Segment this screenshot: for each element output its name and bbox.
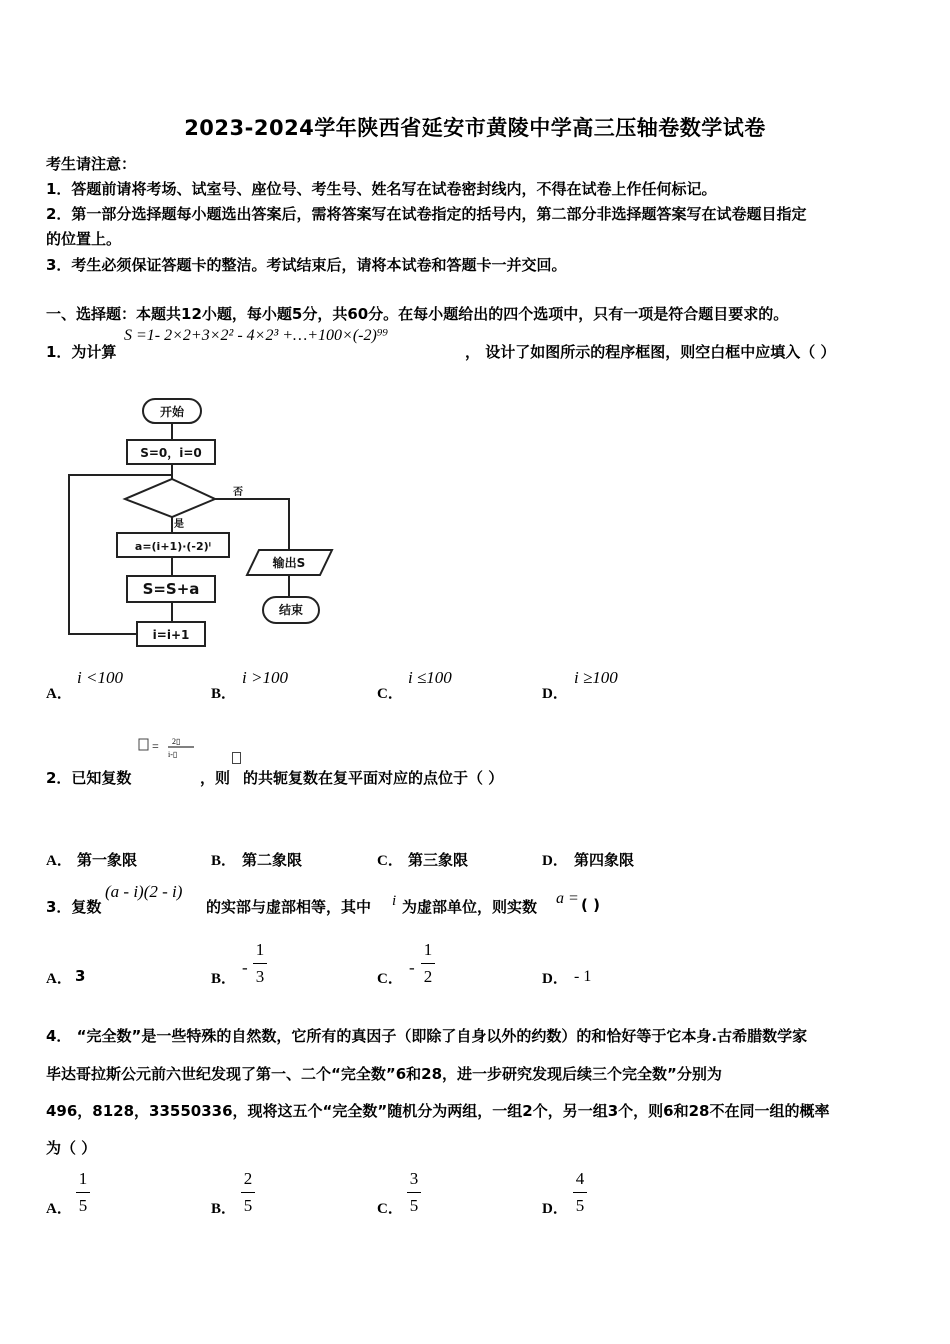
q1-option-value: i ≤100 — [408, 668, 452, 687]
q3-suffix: ( ) — [581, 896, 600, 914]
q3-option-label: C． — [377, 971, 403, 987]
flow-assign-s: S=S+a — [142, 580, 200, 598]
q2-option-value: 第一象限 — [77, 851, 138, 869]
q3-option-fraction — [421, 940, 435, 987]
numerator: 1 — [423, 940, 433, 959]
q3-option-value: - 1 — [574, 968, 592, 985]
q4-option-label: D． — [542, 1201, 568, 1217]
q3-formula: (a - i)(2 - i) — [105, 882, 183, 901]
q2-option-label: B． — [211, 853, 237, 869]
q2-formula-image — [138, 734, 198, 764]
denominator: 2 — [423, 967, 433, 986]
q4-option-fraction — [407, 1169, 421, 1216]
flow-output: 输出S — [272, 556, 306, 570]
svg-text:2▯: 2▯ — [172, 737, 181, 746]
q3-option-label: D． — [542, 971, 568, 987]
flow-end: 结束 — [278, 603, 304, 617]
q1-option-label: B． — [211, 686, 237, 702]
q4-line: 为（ ） — [46, 1139, 97, 1157]
q3-option-fraction — [253, 940, 267, 987]
notice-item: 的位置上。 — [46, 230, 122, 248]
q4-option-label: B． — [211, 1201, 237, 1217]
q1-option-value: i <100 — [77, 668, 123, 687]
flow-start: 开始 — [159, 405, 185, 419]
q1-option-label: D． — [542, 686, 568, 702]
q3-prefix: 3．复数 — [46, 898, 102, 916]
denominator: 5 — [409, 1196, 419, 1215]
numerator: 2 — [243, 1169, 253, 1188]
q2-middle: ，则 — [200, 769, 231, 787]
flow-no: 否 — [233, 487, 243, 498]
q2-option-label: A． — [46, 853, 72, 869]
notice-item: 3．考生必须保证答题卡的整洁。考试结束后，请将本试卷和答题卡一并交回。 — [46, 256, 567, 274]
q1-prefix: 1．为计算 — [46, 343, 117, 361]
notice-item: 1．答题前请将考场、试室号、座位号、考生号、姓名写在试卷密封线内，不得在试卷上作任何标记。 — [46, 180, 717, 198]
q3-mid1: 的实部与虚部相等，其中 — [206, 898, 372, 916]
q3-option-sign: - — [242, 958, 248, 977]
page-title: 2023-2024学年陕西省延安市黄陵中学高三压轴卷数学试卷 — [184, 116, 766, 140]
q1-option-value: i >100 — [242, 668, 288, 687]
q2-option-value: 第三象限 — [408, 851, 469, 869]
q4-option-label: A． — [46, 1201, 72, 1217]
q2-option-value: 第四象限 — [574, 851, 635, 869]
notice-heading: 考生请注意： — [46, 155, 137, 173]
flow-yes: 是 — [174, 519, 184, 530]
svg-text:i-▯: i-▯ — [168, 750, 178, 759]
q2-suffix: 的共轭复数在复平面对应的点位于（ ） — [243, 769, 504, 787]
numerator: 4 — [575, 1169, 585, 1188]
q4-line: 496，8128，33550336，现将这五个“完全数”随机分为两组，一组2个，另一组3个，则6和28不在同一组的概率 — [46, 1102, 830, 1120]
q3-option-label: B． — [211, 971, 237, 987]
q2-option-label: D． — [542, 853, 568, 869]
denominator: 5 — [243, 1196, 253, 1215]
q3-option-sign: - — [409, 958, 415, 977]
q3-option-label: A． — [46, 971, 72, 987]
q1-option-label: A． — [46, 686, 72, 702]
q2-option-label: C． — [377, 853, 403, 869]
q4-option-fraction — [573, 1169, 587, 1216]
q3-option-value: 3 — [75, 967, 86, 985]
svg-text:=: = — [152, 739, 159, 753]
notice-item: 2．第一部分选择题每小题选出答案后，需将答案写在试卷指定的括号内，第二部分非选择题答案写在试卷题目指定 — [46, 205, 807, 223]
q4-line: 毕达哥拉斯公元前六世纪发现了第一、二个“完全数”6和28，进一步研究发现后续三个完全数”分别为 — [46, 1065, 722, 1083]
q2-prefix: 2．已知复数 — [46, 769, 132, 787]
q3-imag: i — [392, 893, 397, 909]
numerator: 1 — [78, 1169, 88, 1188]
q4-line: 4． “完全数”是一些特殊的自然数，它所有的真因子（即除了自身以外的约数）的和恰好等于它本身.古希腊数学家 — [46, 1027, 808, 1045]
denominator: 5 — [575, 1196, 585, 1215]
flow-inc: i=i+1 — [152, 628, 190, 642]
flowchart — [55, 385, 345, 650]
section-heading: 一、选择题：本题共12小题，每小题5分，共60分。在每小题给出的四个选项中，只有一项是符合题目要求的。 — [46, 305, 789, 323]
q3-var: a = — [556, 890, 579, 907]
q4-option-fraction — [241, 1169, 255, 1216]
q2-option-value: 第二象限 — [242, 851, 303, 869]
q1-suffix: ， 设计了如图所示的程序框图，则空白框中应填入（ ） — [465, 343, 836, 361]
numerator: 3 — [409, 1169, 419, 1188]
q1-option-value: i ≥100 — [574, 668, 618, 687]
denominator: 5 — [78, 1196, 88, 1215]
q3-mid2: 为虚部单位，则实数 — [402, 898, 538, 916]
q2-z-symbol — [232, 752, 241, 764]
q4-option-fraction — [76, 1169, 90, 1216]
denominator: 3 — [255, 967, 265, 986]
numerator: 1 — [255, 940, 265, 959]
q1-formula: S =1- 2×2+3×2² - 4×2³ +…+100×(-2)⁹⁹ — [124, 327, 388, 344]
flow-assign-a: a=(i+1)·(-2)ⁱ — [134, 540, 212, 553]
flow-init: S=0，i=0 — [140, 446, 202, 460]
q1-option-label: C． — [377, 686, 403, 702]
q4-option-label: C． — [377, 1201, 403, 1217]
